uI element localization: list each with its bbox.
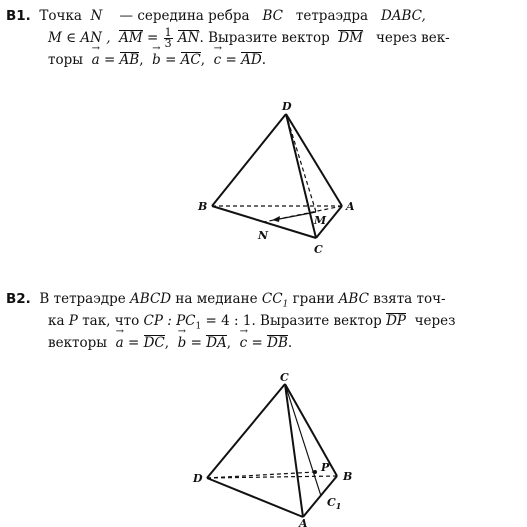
b2-label-b: B xyxy=(343,470,353,483)
b2-ratio-value: = 4 : 1 xyxy=(205,313,252,329)
b2-ratio xyxy=(143,313,252,332)
b1-vector-dm: DM xyxy=(338,30,364,46)
b1-vector-ad: AD xyxy=(241,52,262,68)
b1-tetrahedron-figure xyxy=(190,100,370,260)
b2-dot: . xyxy=(287,335,293,351)
b2-text: грани xyxy=(292,291,335,307)
b1-var-bc: BC xyxy=(262,8,283,24)
b1-vector-a: → a xyxy=(92,49,100,71)
b2-label-c1-sub: 1 xyxy=(335,501,342,511)
b2-text: векторы xyxy=(48,335,108,351)
b1-text: — середина ребра xyxy=(119,8,250,24)
b2-comma: , xyxy=(164,335,170,351)
b2-var-abcd: ABCD xyxy=(130,291,172,307)
b2-point-p xyxy=(313,470,317,474)
problem-b2 xyxy=(6,288,518,354)
b1-text: торы xyxy=(48,52,83,68)
b1-var-dabc: DABC, xyxy=(380,8,426,24)
b2-comma: , xyxy=(226,335,232,351)
b2-edge-cd xyxy=(207,384,285,478)
b1-text: тетраэдра xyxy=(295,8,369,24)
b1-label-a: A xyxy=(346,200,355,213)
b1-text: . Выразите вектор xyxy=(199,30,330,46)
b1-vector-c: → c xyxy=(214,49,222,71)
b2-label-c1-main: C xyxy=(327,496,336,509)
b1-line-3 xyxy=(6,49,518,71)
b2-eq: = xyxy=(251,335,263,351)
b2-text: ка xyxy=(48,313,65,329)
b2-label-c: C xyxy=(280,372,289,384)
b1-m-in-an: M ∈ AN , xyxy=(48,30,111,46)
b2-label-p: P xyxy=(321,461,330,474)
b1-line-2 xyxy=(6,27,518,49)
b1-label-d: D xyxy=(282,100,292,113)
b2-vector-da: DA xyxy=(206,335,227,351)
b2-edge-db-hidden xyxy=(207,476,337,478)
b1-dot: . xyxy=(261,52,266,68)
b1-label-m: M xyxy=(314,214,327,227)
b1-number: В1. xyxy=(6,8,31,24)
b1-edge-db xyxy=(212,114,286,206)
b2-eq: = xyxy=(190,335,202,351)
b1-label-c: C xyxy=(314,243,323,256)
b2-text: так, что xyxy=(82,313,140,329)
b2-number: В2. xyxy=(6,291,31,307)
b1-comma: , xyxy=(139,52,144,68)
b2-ratio-sub: 1 xyxy=(195,321,202,332)
b2-tetrahedron-figure xyxy=(185,372,370,527)
b2-text: . Выразите вектор xyxy=(251,313,382,329)
b1-label-n: N xyxy=(258,229,269,242)
b2-line-2 xyxy=(6,310,518,332)
problem-b1 xyxy=(6,5,518,71)
b1-equals: = xyxy=(147,30,159,46)
b1-frac-num: 1 xyxy=(164,26,172,39)
b2-vector-c: → c xyxy=(240,332,248,354)
b1-label-b: B xyxy=(198,200,208,213)
b2-sub: 1 xyxy=(282,299,289,310)
b1-frac-den: 3 xyxy=(164,37,172,50)
b2-vector-dc: DC xyxy=(143,335,165,351)
b2-vector-dp: DP xyxy=(386,313,407,329)
b1-edge-da xyxy=(286,114,342,206)
b1-var-n: N xyxy=(90,8,103,24)
b1-segment-dm xyxy=(286,114,316,212)
b2-line-3 xyxy=(6,332,518,354)
b1-arrowhead xyxy=(272,216,280,222)
b1-eq: = xyxy=(103,52,116,68)
b2-eq: = xyxy=(127,335,140,351)
b2-ratio-left: CP : PC xyxy=(143,313,196,329)
b1-eq: = xyxy=(165,52,177,68)
b1-comma: , xyxy=(200,52,206,68)
b1-text: Точка xyxy=(39,8,82,24)
b2-label-a: A xyxy=(299,517,308,527)
b2-edge-da xyxy=(207,478,303,517)
b1-vector-am: AM xyxy=(119,30,143,46)
b2-label-c1 xyxy=(327,496,341,511)
b2-cc: CC xyxy=(261,291,283,307)
b1-vector-ab: AB xyxy=(119,52,140,68)
b1-line-1 xyxy=(6,5,518,27)
b2-var-abc: ABC xyxy=(338,291,369,307)
b2-text: В тетраэдре xyxy=(39,291,126,307)
b1-edge-dc xyxy=(286,114,316,238)
b1-fraction xyxy=(164,28,173,49)
b2-line-1 xyxy=(6,288,518,310)
b2-vector-db: DB xyxy=(267,335,288,351)
b2-vector-a: → a xyxy=(116,332,124,354)
b1-vector-ac: AC xyxy=(180,52,201,68)
b1-text: через век- xyxy=(375,30,450,46)
b2-text: взята точ- xyxy=(373,291,446,307)
b2-var-p: P xyxy=(68,313,78,329)
b2-edge-ca xyxy=(285,384,303,517)
b1-eq: = xyxy=(225,52,237,68)
b2-text: на медиане xyxy=(175,291,258,307)
b1-vector-b: → b xyxy=(152,49,161,71)
b2-vector-b: → b xyxy=(178,332,187,354)
b2-text: через xyxy=(414,313,456,329)
b2-var-cc1 xyxy=(261,291,289,310)
b1-vector-an: AN xyxy=(177,30,200,46)
b2-label-d: D xyxy=(193,472,203,485)
